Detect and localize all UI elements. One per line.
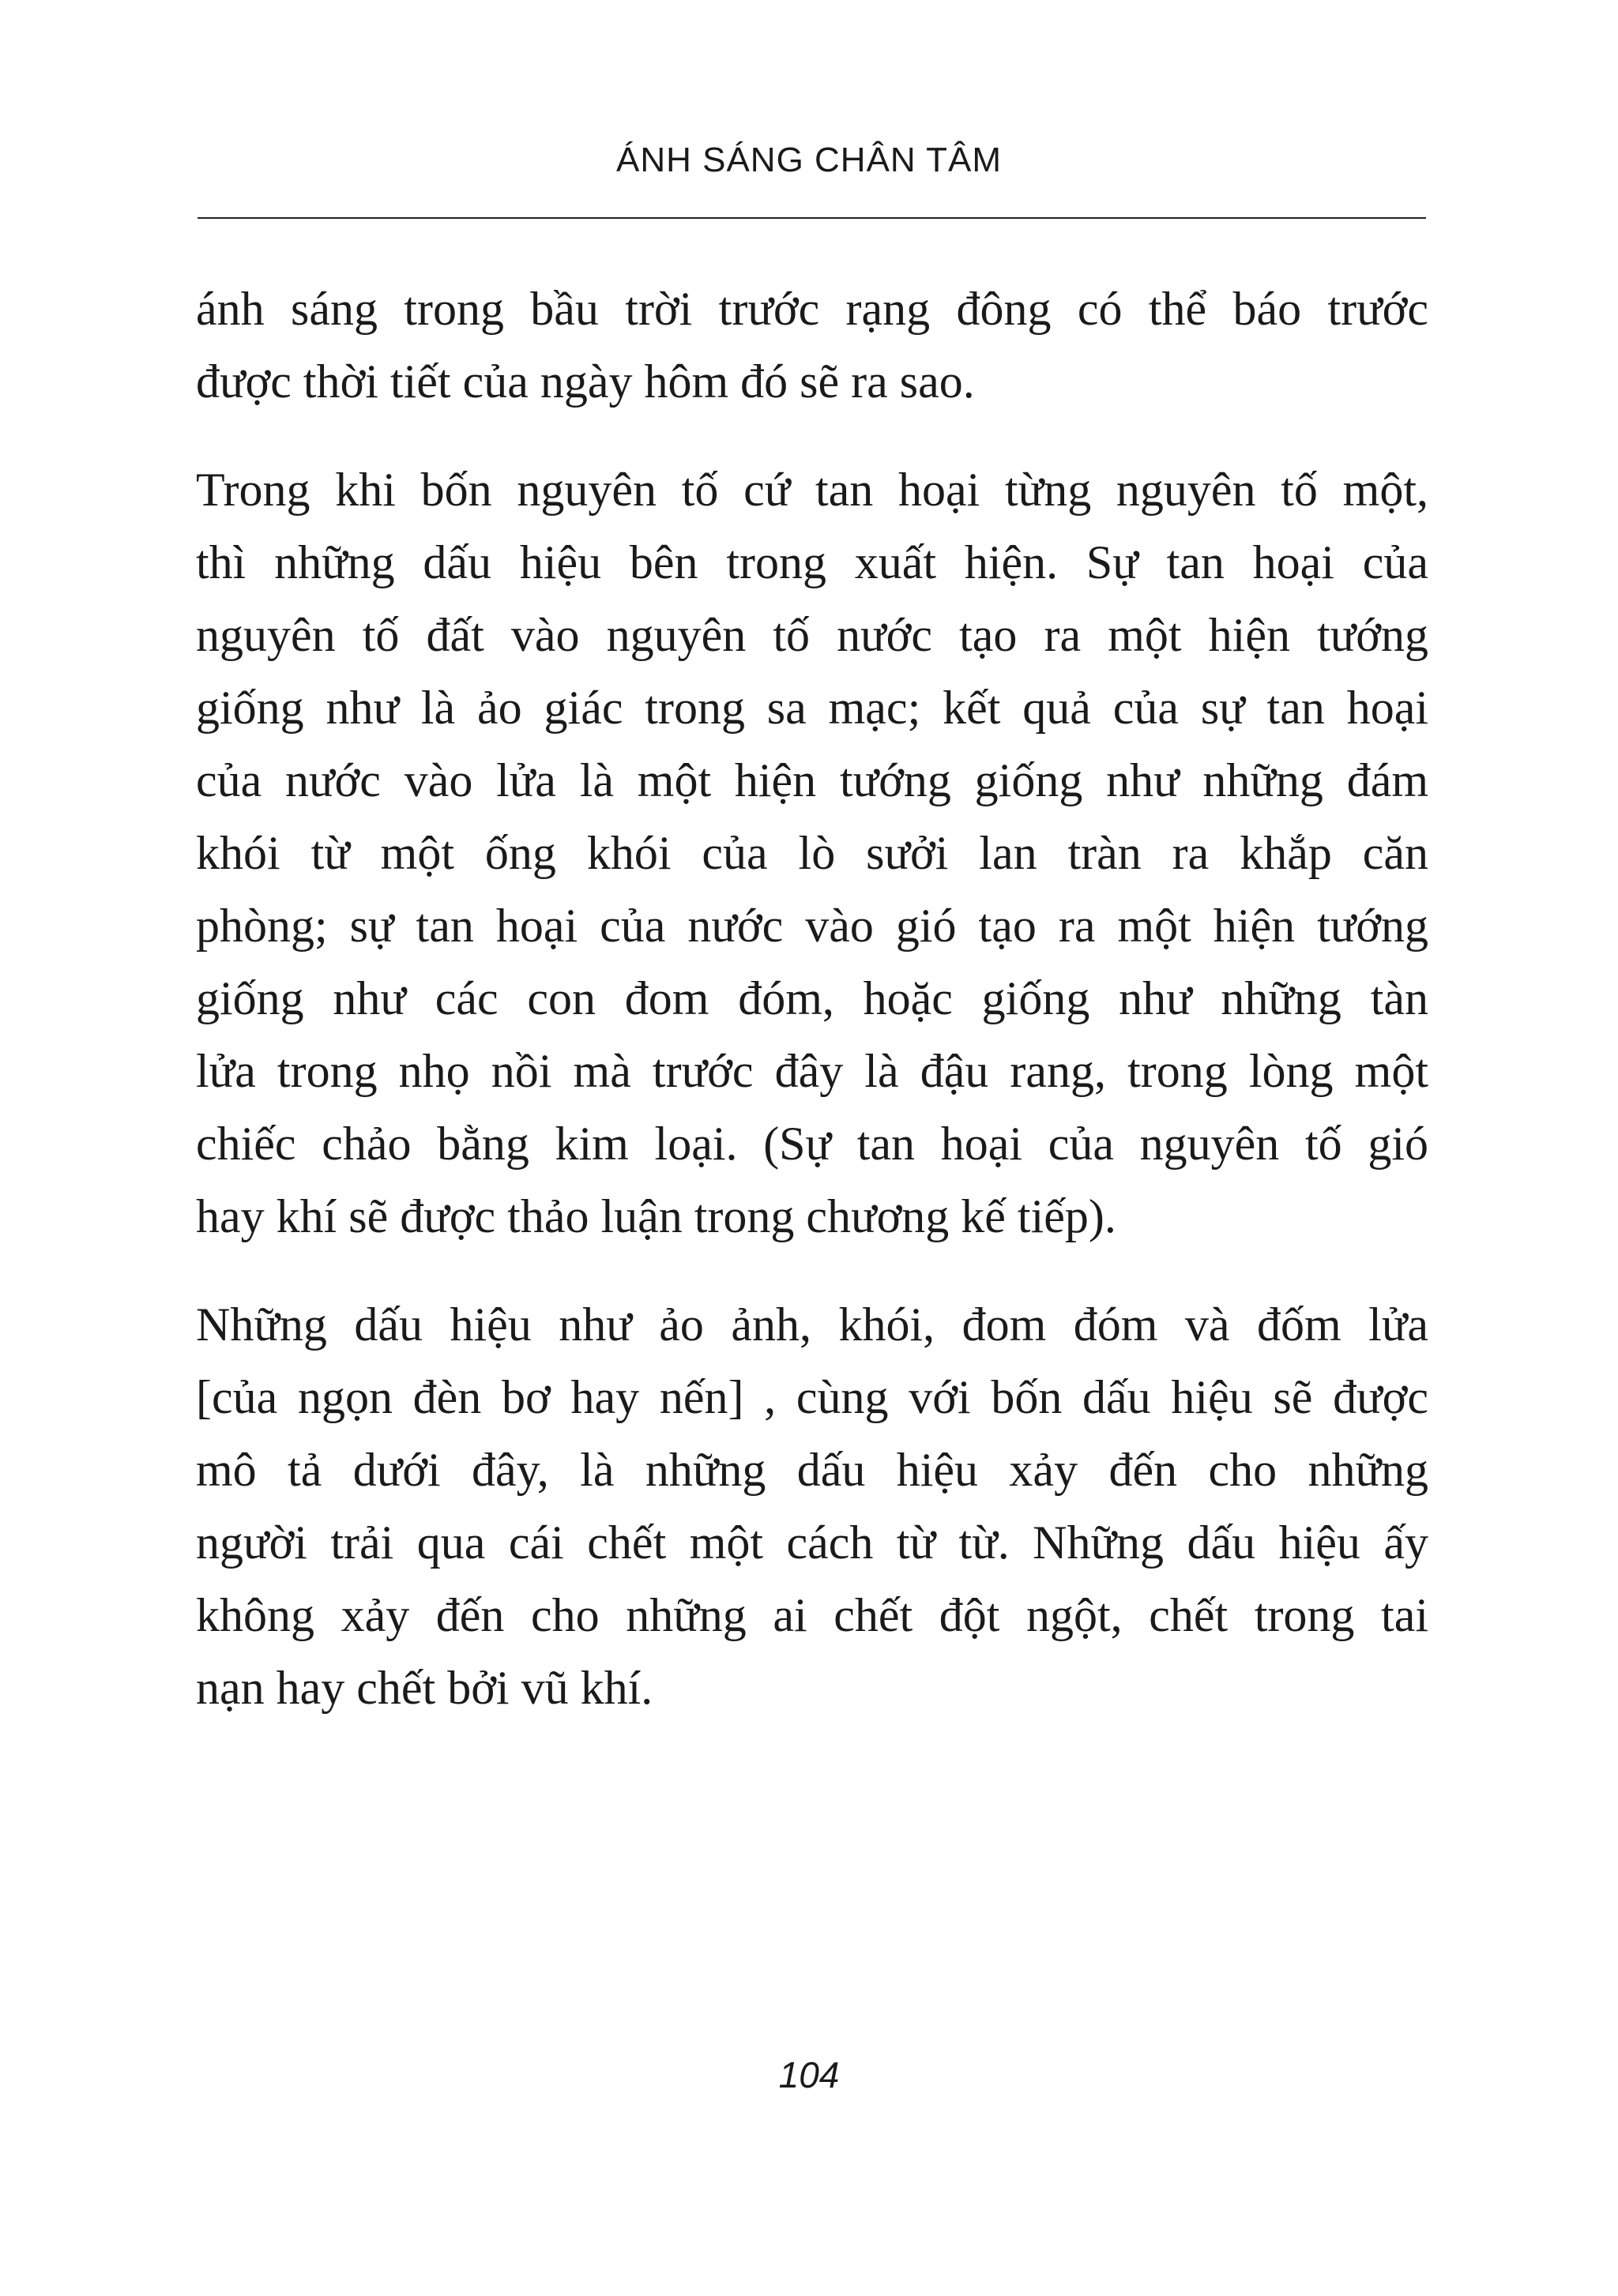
text-line: chiếc chảo bằng kim loại. (Sự tan hoại của nguyên tố gió	[196, 1118, 1428, 1170]
text-line: nạn hay chết bởi vũ khí.	[196, 1662, 653, 1714]
text-line: mô tả dưới đây, là những dấu hiệu xảy đến cho những	[196, 1444, 1428, 1496]
text-line: được thời tiết của ngày hôm đó sẽ ra sao.	[196, 355, 975, 408]
text-line: Những dấu hiệu như ảo ảnh, khói, đom đóm và đốm lửa	[196, 1298, 1428, 1351]
text-line: ánh sáng trong bầu trời trước rạng đông có thể báo trước	[196, 283, 1428, 335]
running-header: ÁNH SÁNG CHÂN TÂM	[615, 141, 1003, 179]
text-line: nguyên tố đất vào nguyên tố nước tạo ra một hiện tướng	[196, 609, 1428, 661]
text-line: không xảy đến cho những ai chết đột ngột, chết trong tai	[196, 1589, 1428, 1641]
text-line: thì những dấu hiệu bên trong xuất hiện. Sự tan hoại của	[196, 536, 1428, 588]
text-line: Trong khi bốn nguyên tố cứ tan hoại từng nguyên tố một,	[196, 464, 1428, 516]
text-line: người trải qua cái chết một cách từ từ. Những dấu hiệu ấy	[196, 1516, 1428, 1569]
text-line: của nước vào lửa là một hiện tướng giống như những đám	[196, 754, 1428, 806]
text-line: giống như là ảo giác trong sa mạc; kết quả của sự tan hoại	[196, 682, 1428, 734]
text-line: [của ngọn đèn bơ hay nến] , cùng với bốn dấu hiệu sẽ được	[196, 1371, 1428, 1423]
paragraph-3	[196, 1288, 1428, 1724]
paragraph-1	[196, 272, 1428, 418]
text-line: khói từ một ống khói của lò sưởi lan tràn ra khắp căn	[196, 827, 1428, 879]
text-line: giống như các con đom đóm, hoặc giống như những tàn	[196, 972, 1428, 1024]
paragraph-2	[196, 453, 1428, 1253]
body-text	[196, 272, 1428, 1760]
text-line: hay khí sẽ được thảo luận trong chương kế tiếp).	[196, 1190, 1116, 1242]
text-line: lửa trong nhọ nồi mà trước đây là đậu rang, trong lòng một	[196, 1045, 1428, 1097]
page-number: 104	[778, 2054, 840, 2095]
text-line: phòng; sự tan hoại của nước vào gió tạo ra một hiện tướng	[196, 900, 1428, 952]
header-rule	[198, 217, 1426, 219]
